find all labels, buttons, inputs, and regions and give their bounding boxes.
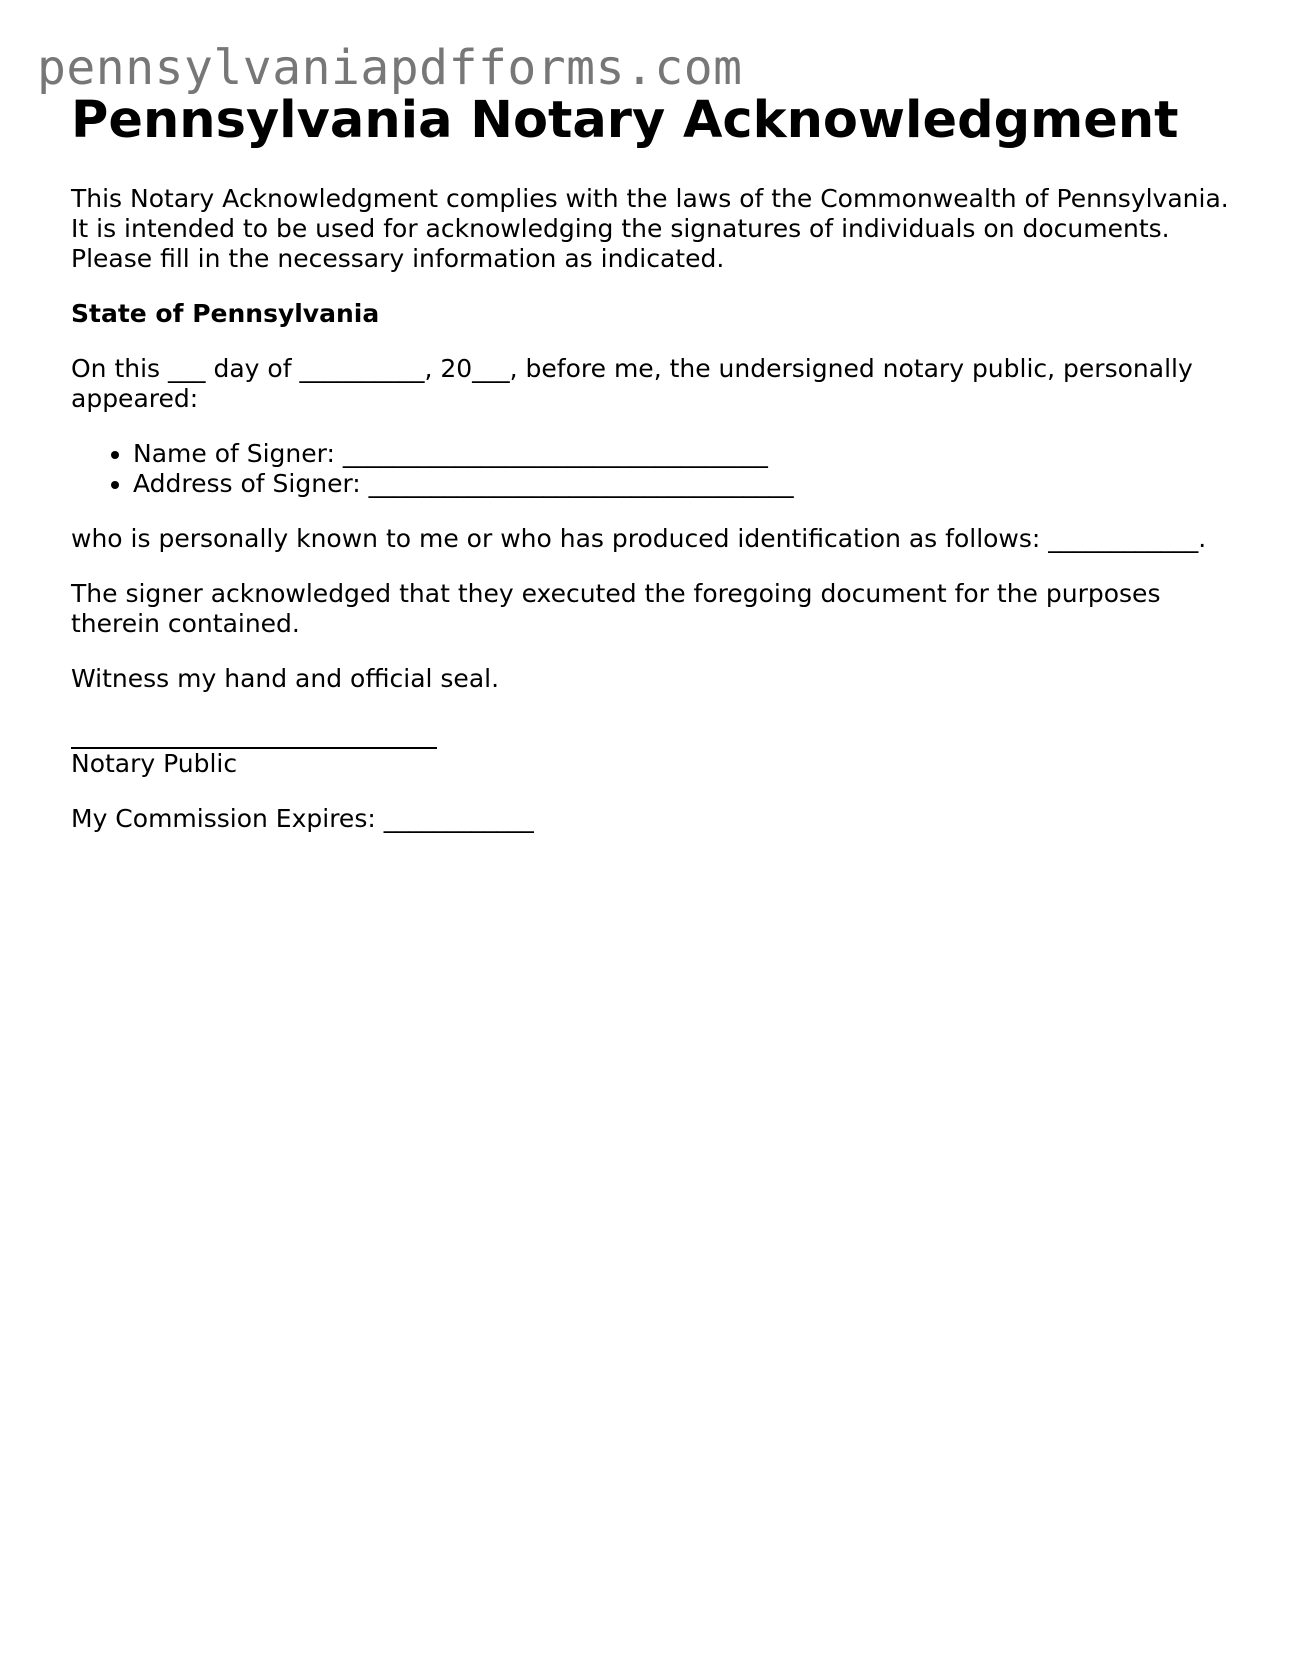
state-heading: State of Pennsylvania: [71, 299, 380, 328]
signer-fields-list: [71, 439, 1231, 499]
page-title: Pennsylvania Notary Acknowledgment: [71, 91, 1179, 150]
intro-paragraph: This Notary Acknowledgment complies with the laws of the Commonwealth of Pennsylvania. It is intended to be used for acknowledging the signatures of individuals on documents. Please fill in the necessary information as indicated.: [71, 184, 1229, 273]
signer-name-field: • Name of Signer: __________________________________: [133, 439, 1231, 469]
signer-address-field: • Address of Signer: __________________________________: [133, 469, 1231, 499]
witness-clause: Witness my hand and official seal.: [71, 664, 500, 693]
identification-clause: who is personally known to me or who has produced identification as follows: ____________.: [71, 524, 1207, 553]
document-body: [71, 88, 1231, 834]
notary-signature-line: [71, 719, 437, 749]
commission-expires: My Commission Expires: ____________: [71, 804, 534, 833]
acknowledgment-clause: The signer acknowledged that they executed the foregoing document for the purposes therein contained.: [71, 579, 1161, 638]
watermark: pennsylvaniapdfforms.com: [37, 40, 743, 96]
notary-public-label: Notary Public: [71, 749, 238, 778]
date-appearance-clause: On this ___ day of __________, 20___, before me, the undersigned notary public, personally appeared:: [71, 354, 1193, 413]
